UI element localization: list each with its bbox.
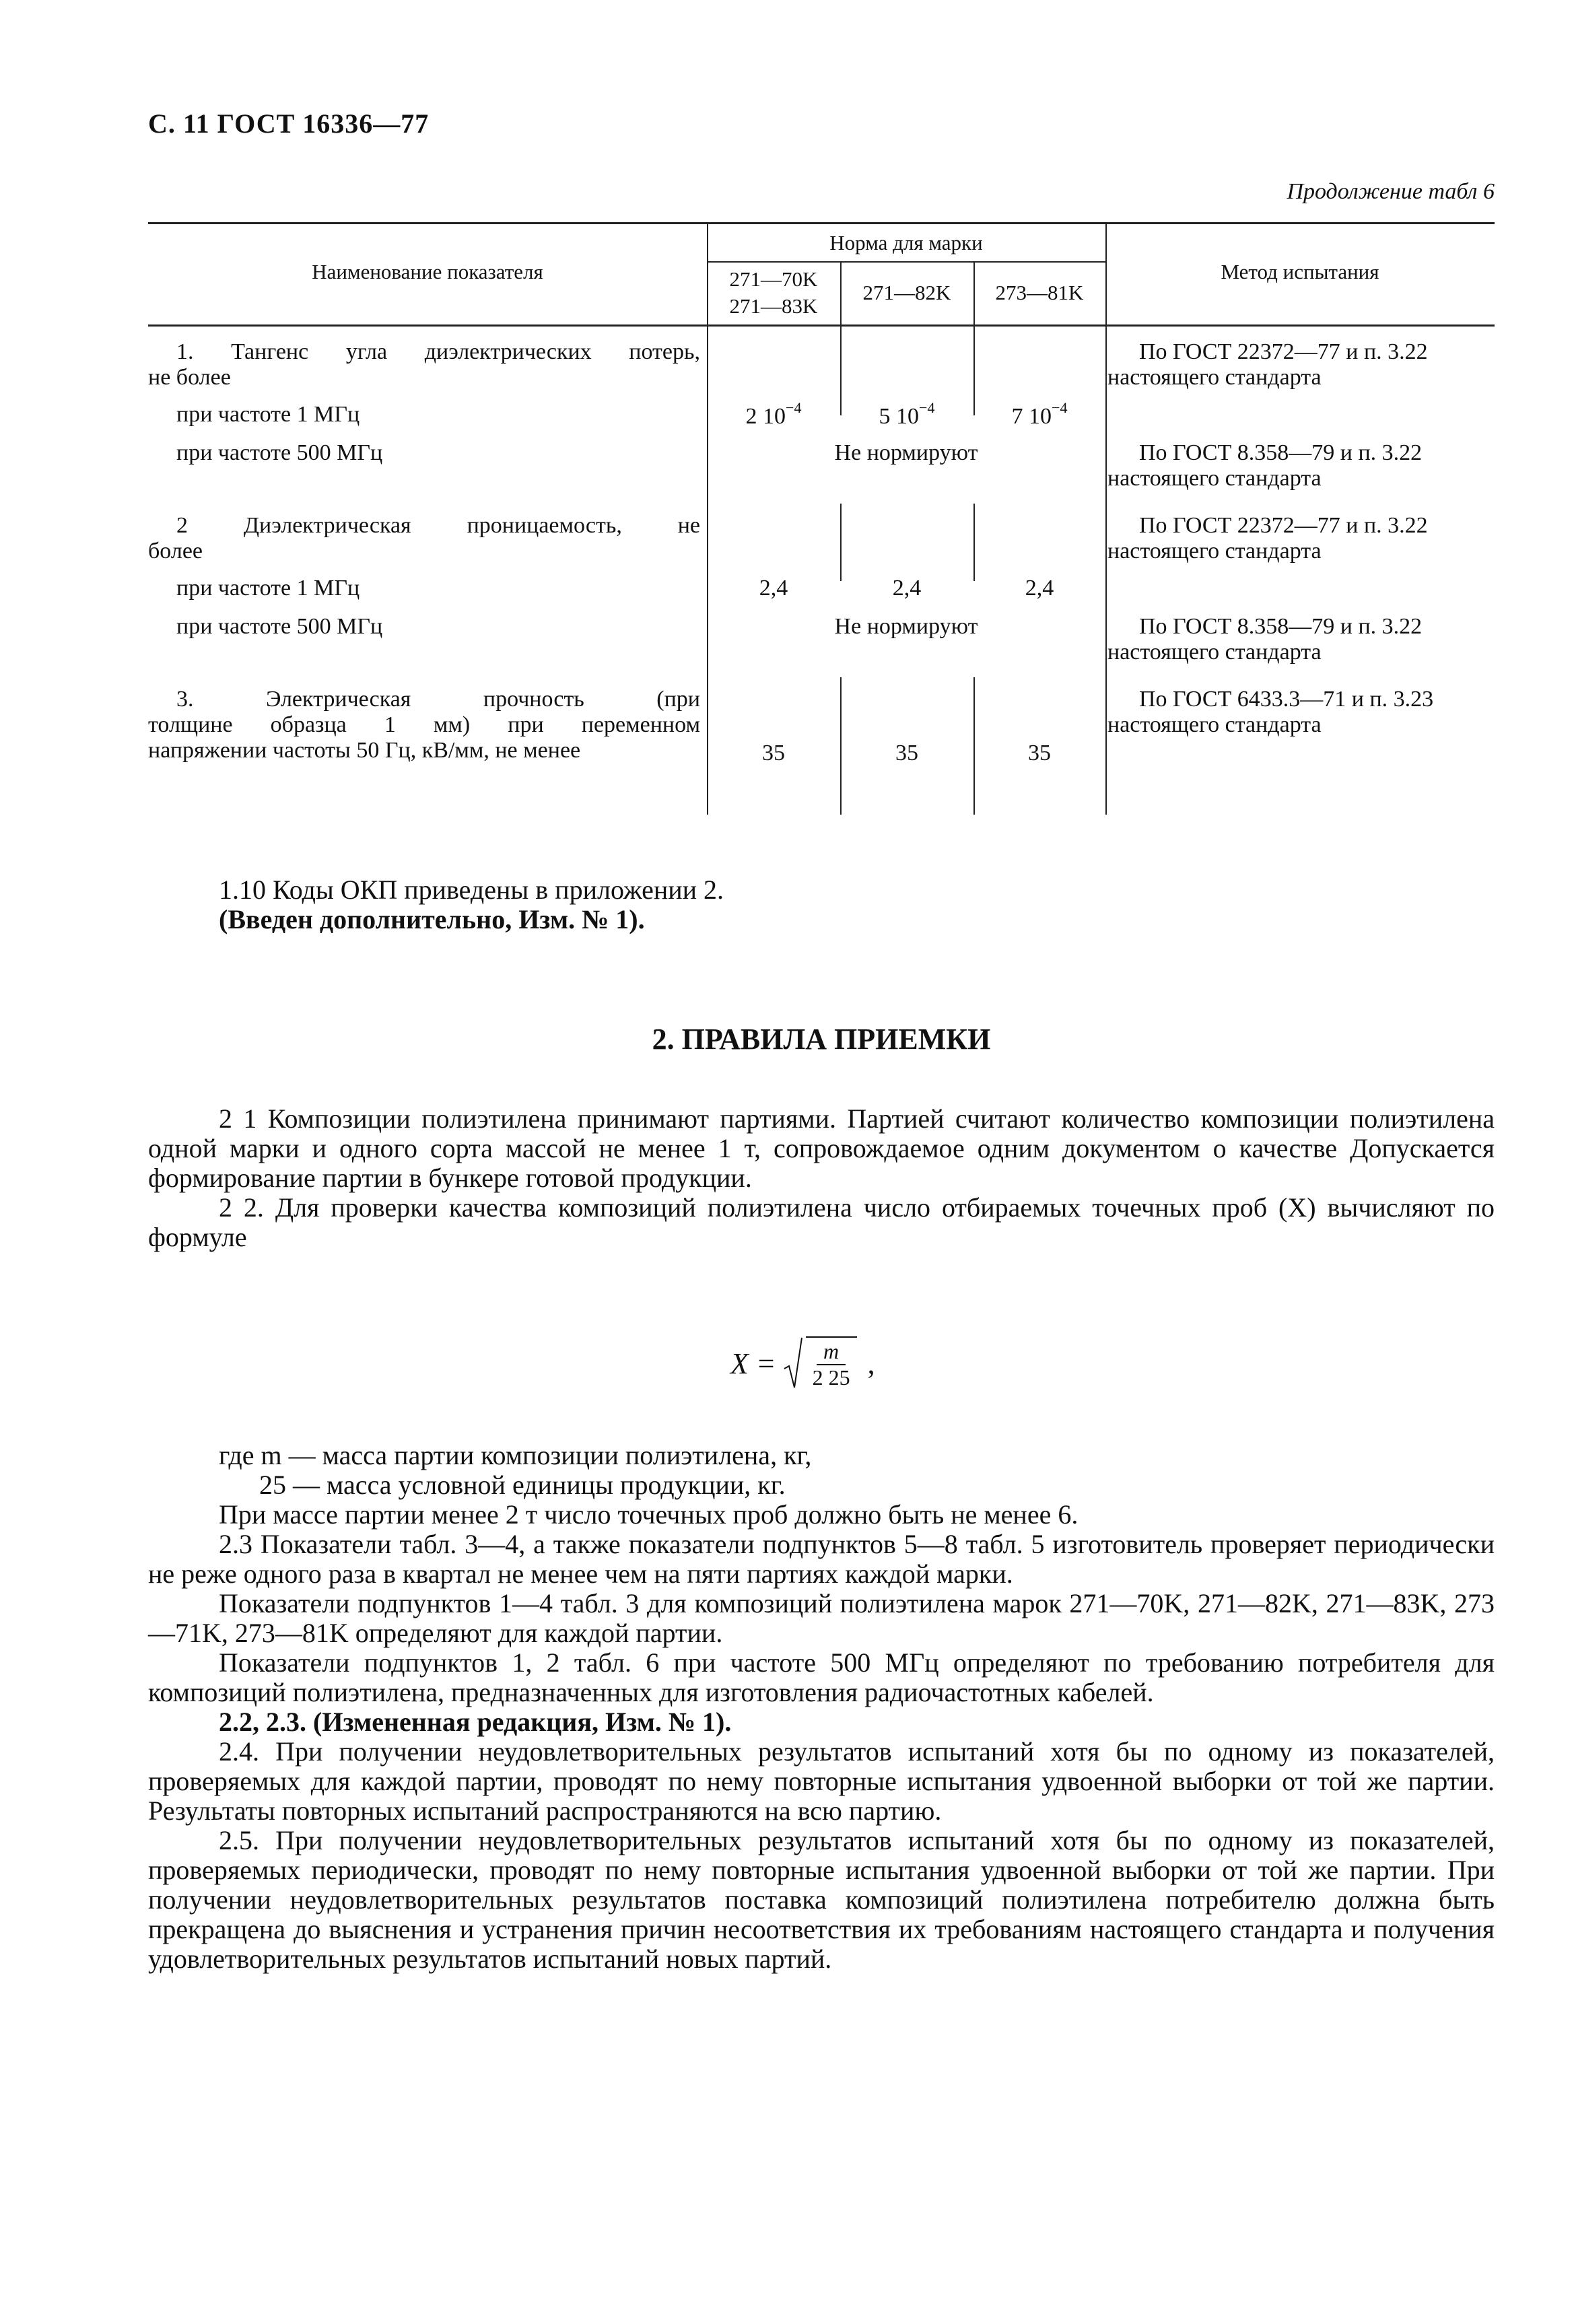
where-25: 25 — масса условной единицы продукции, кг. <box>259 1470 786 1500</box>
row3-method-line-2: настоящего стандарта <box>1107 712 1322 737</box>
header-bottom-rule <box>148 324 1495 327</box>
row3-value-grade-2: 35 <box>895 741 918 765</box>
where-m: где m — масса партии композиции полиэтилена, кг, <box>219 1440 812 1470</box>
row1-value-grade-2-mantissa: 5 10 <box>879 404 920 429</box>
formula-denominator: 2 25 <box>812 1365 850 1390</box>
row2-method-line-2: настоящего стандарта <box>1107 539 1322 563</box>
clause-2-5: 2.5. При получении неудовлетворительных результатов испытаний хотя бы по одному из показателей, проверяемых периодически, проводят по нему повторные испытания удвоенной выборки от той же партии. При получении неудовлетворительных результатов поставка композиций полиэтилена потребителю должна быть прекращена до выяснения и устранения причин несоответствия их требованиям настоящего стандарта и получения удовлетворительных результатов испытаний новых партий. <box>148 1825 1495 1974</box>
header-grade-1-line-2: 271—83K <box>729 294 818 318</box>
row2-tick-a <box>840 504 842 581</box>
row3-value-grade-1: 35 <box>762 741 785 765</box>
row3-title-line-1: 3. Электрическая прочность (при <box>176 687 700 712</box>
row2-500mhz-method-line-2: настоящего стандарта <box>1107 640 1322 664</box>
row2-method-line-1: По ГОСТ 22372—77 и п. 3.22 <box>1139 513 1428 538</box>
clause-2-1-2-2 <box>148 1104 1495 1252</box>
row2-value-grade-1: 2,4 <box>759 576 788 601</box>
square-root <box>783 1336 860 1390</box>
row1-value-grade-3-exponent: −4 <box>1052 399 1068 416</box>
row2-value-grade-2: 2,4 <box>892 576 922 601</box>
table-top-rule <box>148 222 1495 224</box>
row1-500mhz-not-normed: Не нормируют <box>834 440 978 465</box>
formula-lhs: X = <box>730 1346 776 1380</box>
row2-value-grade-3: 2,4 <box>1025 576 1054 601</box>
row1-value-grade-1-mantissa: 2 10 <box>745 404 786 429</box>
clause-1-10 <box>148 875 1495 934</box>
formula-explanation-and-clauses <box>148 1441 1495 1974</box>
clause-2-3-on-request: Показатели подпунктов 1, 2 табл. 6 при частоте 500 МГц определяют по требованию потребителя для композиций полиэтилена, предназначенных для изготовления радиочастотных кабелей. <box>148 1647 1495 1707</box>
radical-sign-icon <box>783 1336 803 1390</box>
row2-title-line-2: более <box>148 539 203 563</box>
clause-2-3-per-batch: Показатели подпунктов 1—4 табл. 3 для композиций полиэтилена марок 271—70K, 271—82K, 271—83K, 273—71K, 273—81K определяют для каждой партии. <box>148 1588 1495 1648</box>
row2-subrow-1mhz: при частоте 1 МГц <box>176 576 360 601</box>
row1-value-grade-3 <box>973 399 1105 431</box>
formula-numerator: m <box>817 1339 846 1365</box>
row1-value-grade-2-exponent: −4 <box>919 399 935 416</box>
row2-500mhz-method-line-1: По ГОСТ 8.358—79 и п. 3.22 <box>1139 614 1423 639</box>
header-indicator-name: Наименование показателя <box>312 260 543 283</box>
header-test-method: Метод испытания <box>1221 260 1379 283</box>
page-reference: С. 11 ГОСТ 16336—77 <box>148 108 430 139</box>
table-continuation-caption: Продолжение табл 6 <box>1287 179 1495 204</box>
row1-title-line-2: не более <box>148 365 231 390</box>
row1-tick-b <box>973 324 975 415</box>
row3-method-line-1: По ГОСТ 6433.3—71 и п. 3.23 <box>1139 687 1434 712</box>
row2-tick-b <box>973 504 975 581</box>
row2-500mhz-not-normed: Не нормируют <box>834 614 978 639</box>
sample-count-formula <box>730 1336 875 1390</box>
row2-subrow-500mhz: при частоте 500 МГц <box>176 614 383 639</box>
minimum-samples-note: При массе партии менее 2 т число точечных проб должно быть не менее 6. <box>219 1499 1079 1530</box>
row1-tick-a <box>840 324 842 415</box>
header-grade-1-line-1: 271—70K <box>729 267 818 291</box>
row1-value-grade-2 <box>840 399 973 431</box>
formula-fraction <box>806 1336 857 1390</box>
clause-2-3: 2.3 Показатели табл. 3—4, а также показатели подпунктов 5—8 табл. 5 изготовитель проверяет периодически не реже одного раза в квартал не менее чем на пяти партиях каждой марки. <box>148 1529 1495 1589</box>
row1-title-line-1: 1. Тангенс угла диэлектрических потерь, <box>176 339 700 364</box>
header-grade-3: 273—81K <box>995 281 1084 304</box>
body-divider-method <box>1105 324 1107 815</box>
clause-1-10-amendment: (Введен дополнительно, Изм. № 1). <box>219 904 645 934</box>
clause-2-1: 2 1 Композиции полиэтилена принимают партиями. Партией считают количество композиции полиэтилена одной марки и одного сорта массой не менее 1 т, сопровождаемое одним документом о качестве Допускается формирование партии в бункере готовой продукции. <box>148 1103 1495 1193</box>
row1-value-grade-3-mantissa: 7 10 <box>1011 404 1052 429</box>
clause-2-4: 2.4. При получении неудовлетворительных результатов испытаний хотя бы по одному из показателей, проверяемых для каждой партии, проводят по нему повторные испытания удвоенной выборки от той же партии. Результаты повторных испытаний распространяются на всю партию. <box>148 1736 1495 1826</box>
row1-500mhz-method-line-2: настоящего стандарта <box>1107 466 1322 491</box>
header-grade-2: 271—82K <box>862 281 951 304</box>
row1-subrow-500mhz: при частоте 500 МГц <box>176 440 383 465</box>
row1-value-grade-1-exponent: −4 <box>786 399 802 416</box>
section-title: 2. ПРАВИЛА ПРИЕМКИ <box>652 1023 991 1056</box>
row3-title-line-3: напряжении частоты 50 Гц, кВ/мм, не менее <box>148 738 581 763</box>
row3-title-line-2: толщине образца 1 мм) при переменном <box>148 712 700 737</box>
row2-title-line-1: 2 Диэлектрическая проницаемость, не <box>176 513 700 538</box>
row1-method-line-2: настоящего стандарта <box>1107 365 1322 390</box>
row1-value-grade-1 <box>707 399 840 431</box>
clause-2-2: 2 2. Для проверки качества композиций полиэтилена число отбираемых точечных проб (X) вычисляют по формуле <box>148 1192 1495 1252</box>
header-norm-group: Норма для марки <box>829 231 983 254</box>
row1-subrow-1mhz: при частоте 1 МГц <box>176 402 360 427</box>
row1-method-line-1: По ГОСТ 22372—77 и п. 3.22 <box>1139 339 1428 364</box>
specification-table <box>148 222 1495 815</box>
norm-subheader-rule <box>707 261 1105 263</box>
clause-1-10-text: 1.10 Коды ОКП приведены в приложении 2. <box>219 875 724 905</box>
clause-2-2-2-3-amendment: 2.2, 2.3. (Измененная редакция, Изм. № 1). <box>219 1707 732 1737</box>
row1-500mhz-method-line-1: По ГОСТ 8.358—79 и п. 3.22 <box>1139 440 1423 465</box>
formula-comma: , <box>867 1346 875 1380</box>
row3-value-grade-3: 35 <box>1028 741 1051 765</box>
